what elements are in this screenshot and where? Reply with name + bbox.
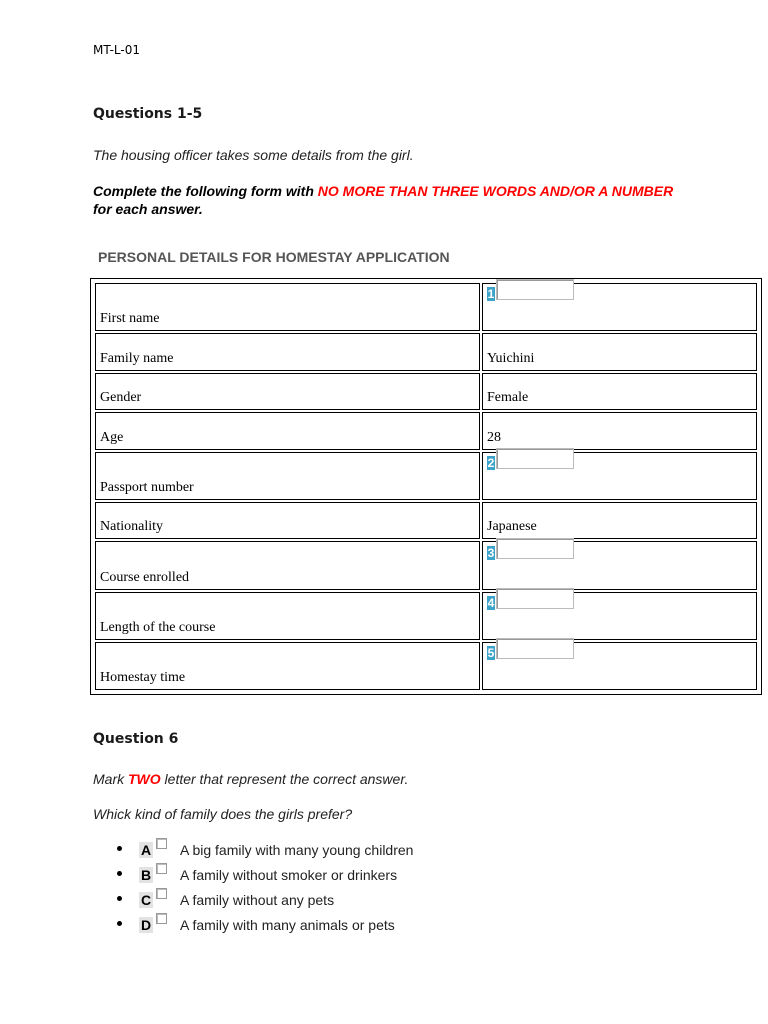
table-row xyxy=(95,373,757,410)
option-letter: B xyxy=(141,867,152,883)
option-text: A family without smoker or drinkers xyxy=(180,867,398,883)
table-row xyxy=(95,283,757,331)
table-row xyxy=(95,333,757,370)
option-text: A family with many animals or pets xyxy=(180,917,395,933)
row-label: Homestay time xyxy=(95,642,480,690)
answer-slot-3 xyxy=(487,538,574,560)
questions-1-5-heading: Questions 1-5 xyxy=(93,106,203,122)
answer-slot-1 xyxy=(487,279,574,301)
table-row xyxy=(95,412,757,449)
bullet-icon xyxy=(117,921,122,926)
answer-number-badge: 2 xyxy=(487,455,495,470)
instruction-text xyxy=(93,182,693,218)
instruction-suffix: for each answer. xyxy=(93,201,203,217)
answer-slot-2 xyxy=(487,448,574,470)
option-d-checkbox[interactable] xyxy=(156,913,167,924)
instruction-prefix: Complete the following form with xyxy=(93,183,318,199)
row-label: Family name xyxy=(95,333,480,370)
row-label: Length of the course xyxy=(95,592,480,640)
mark-emphasis: TWO xyxy=(128,771,161,787)
answer-input-2[interactable] xyxy=(496,448,574,469)
answer-number-badge: 3 xyxy=(487,545,495,560)
bullet-icon xyxy=(117,871,122,876)
answer-input-3[interactable] xyxy=(496,538,574,559)
row-value: 28 xyxy=(482,412,757,449)
option-text: A big family with many young children xyxy=(180,842,414,858)
answer-number-badge: 5 xyxy=(487,646,495,660)
answer-input-5[interactable] xyxy=(496,638,574,659)
option-letter: A xyxy=(141,842,152,858)
table-row xyxy=(95,452,757,500)
answer-slot-5 xyxy=(487,638,574,660)
row-answer-cell xyxy=(482,592,757,640)
row-label: First name xyxy=(95,283,480,331)
row-label: Nationality xyxy=(95,502,480,539)
row-label: Course enrolled xyxy=(95,541,480,589)
table-row xyxy=(95,502,757,539)
row-answer-cell xyxy=(482,452,757,500)
question-6-text: Whick kind of family does the girls prefer? xyxy=(93,806,353,822)
mark-instruction xyxy=(93,771,408,787)
document-code: MT-L-01 xyxy=(93,43,140,57)
table-row xyxy=(95,642,757,690)
row-answer-cell xyxy=(482,642,757,690)
option-letter: C xyxy=(141,892,152,908)
instruction-emphasis: NO MORE THAN THREE WORDS AND/OR A NUMBER xyxy=(317,183,674,199)
row-label: Age xyxy=(95,412,480,449)
row-value: Female xyxy=(482,373,757,410)
row-value: Yuichini xyxy=(482,333,757,370)
option-text: A family without any pets xyxy=(180,892,335,908)
intro-text: The housing officer takes some details from the girl. xyxy=(93,147,414,163)
answer-input-4[interactable] xyxy=(496,588,574,609)
answer-number-badge: 1 xyxy=(487,287,495,302)
mark-suffix: letter that represent the correct answer. xyxy=(160,771,409,787)
question-6-heading: Question 6 xyxy=(93,731,179,747)
row-label: Gender xyxy=(95,373,480,410)
option-b-checkbox[interactable] xyxy=(156,863,167,874)
row-answer-cell xyxy=(482,283,757,331)
option-a-checkbox[interactable] xyxy=(156,838,167,849)
mark-prefix: Mark xyxy=(93,771,128,787)
answer-input-1[interactable] xyxy=(496,279,574,300)
form-title: PERSONAL DETAILS FOR HOMESTAY APPLICATION xyxy=(98,249,450,265)
row-answer-cell xyxy=(482,541,757,589)
option-c-checkbox[interactable] xyxy=(156,888,167,899)
bullet-icon xyxy=(117,846,122,851)
row-value: Japanese xyxy=(482,502,757,539)
option-letter: D xyxy=(141,917,152,933)
answer-number-badge: 4 xyxy=(487,595,495,610)
table-row xyxy=(95,541,757,589)
answer-slot-4 xyxy=(487,588,574,610)
table-row xyxy=(95,592,757,640)
homestay-form-table xyxy=(90,278,762,695)
row-label: Passport number xyxy=(95,452,480,500)
bullet-icon xyxy=(117,896,122,901)
